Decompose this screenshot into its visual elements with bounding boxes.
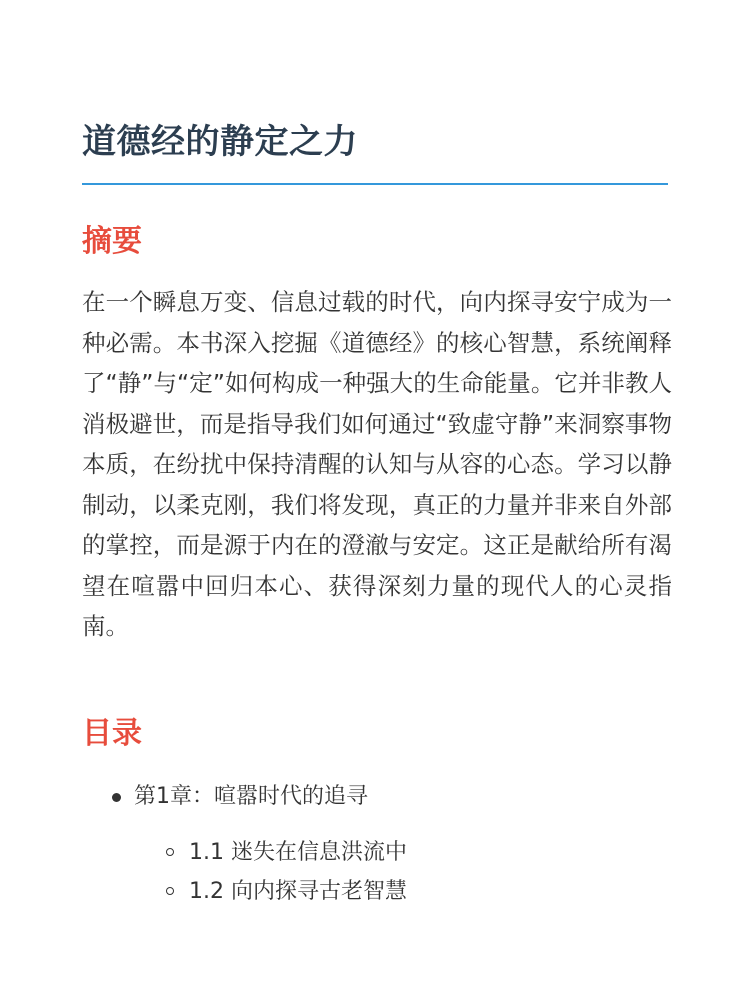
toc-section-label: 1.1 迷失在信息洪流中 — [189, 840, 407, 865]
filled-bullet-icon — [112, 793, 121, 802]
title-divider — [82, 183, 668, 185]
toc-section-1-1[interactable] — [82, 833, 672, 872]
hollow-bullet-icon — [166, 887, 174, 895]
toc-heading: 目录 — [82, 716, 142, 751]
toc-section-1-2[interactable] — [82, 872, 672, 911]
abstract-paragraph: 在一个瞬息万变、信息过载的时代，向内探寻安宁成为一种必需。本书深入挖掘《道德经》的核心智慧，系统阐释了“静”与“定”如何构成一种强大的生命能量。它并非教人消极避世，而是指导我们如何通过“致虚守静”来洞察事物本质，在纷扰中保持清醒的认知与从容的心态。学习以静制动，以柔克刚，我们将发现，真正的力量并非来自外部的掌控，而是源于内在的澄澈与安定。这正是献给所有渴望在喧嚣中回归本心、获得深刻力量的现代人的心灵指南。 — [82, 288, 672, 640]
toc-chapter-1-sections — [82, 833, 672, 911]
book-title: 道德经的静定之力 — [82, 122, 358, 162]
hollow-bullet-icon — [166, 848, 174, 856]
table-of-contents — [82, 776, 672, 911]
toc-chapter-1[interactable] — [82, 776, 672, 818]
toc-chapter-label: 第1章：喧嚣时代的追寻 — [134, 784, 368, 809]
abstract-heading: 摘要 — [82, 224, 142, 259]
toc-section-label: 1.2 向内探寻古老智慧 — [189, 879, 407, 904]
